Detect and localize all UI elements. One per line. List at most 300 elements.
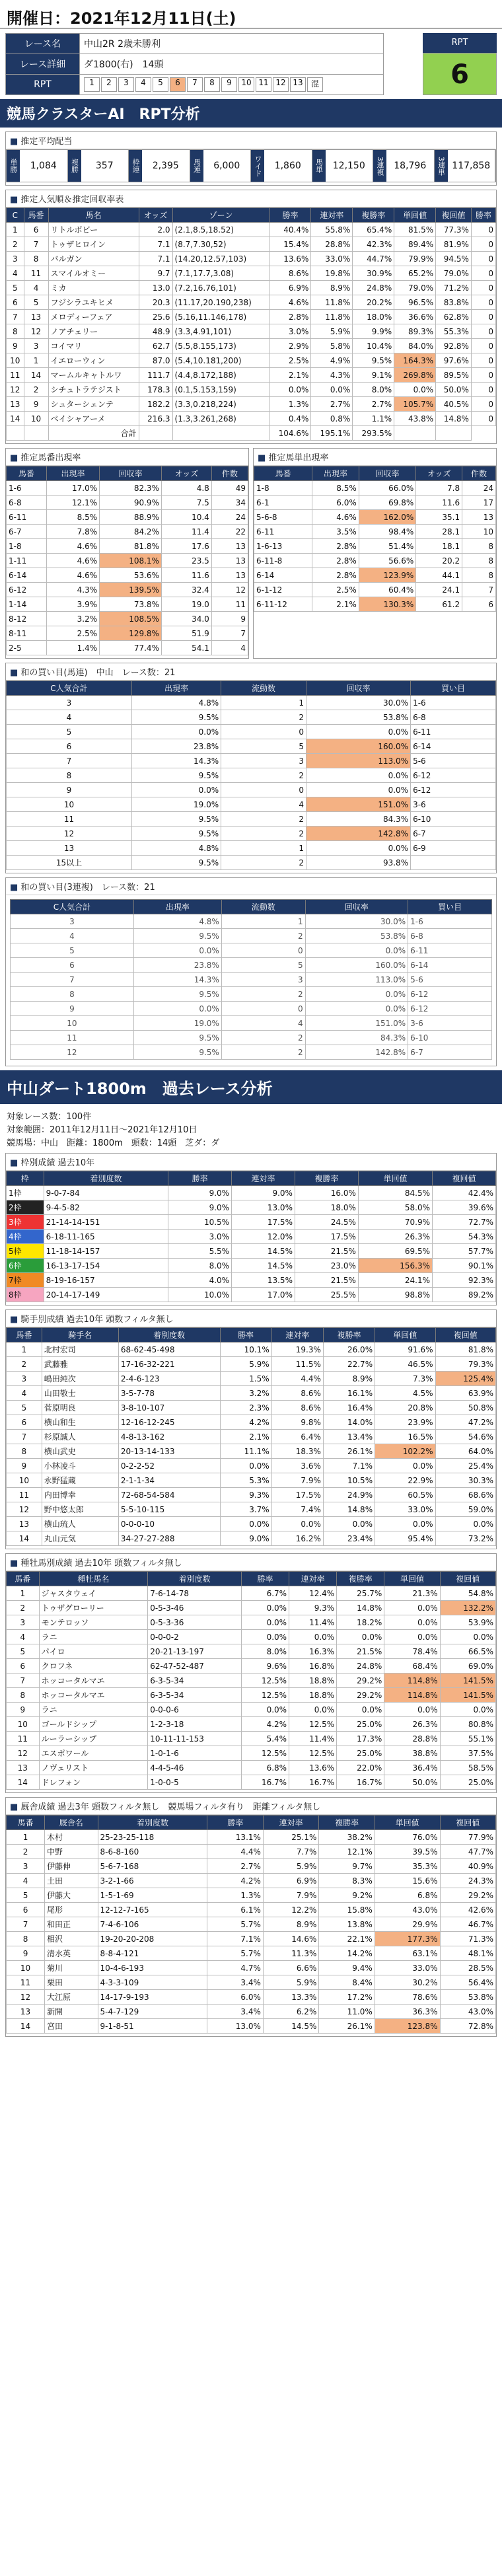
table-cell: 80.8% (440, 1717, 495, 1732)
table-row (7, 1288, 496, 1302)
table-cell: 195.1% (311, 426, 353, 441)
umaban-section (5, 448, 249, 659)
table-cell: 8.0% (353, 383, 394, 397)
table-cell: ドレフォン (39, 1775, 148, 1790)
table-cell: 13.0% (207, 2019, 263, 2034)
table-cell: 30.2% (375, 1975, 440, 1990)
table-cell: 3.0% (269, 324, 311, 339)
table-cell: 50.0% (436, 383, 472, 397)
table-cell: 11.8% (311, 310, 353, 324)
table-cell: 0.0% (306, 783, 411, 797)
table-cell: 98.4% (359, 525, 415, 539)
table-cell: 66.5% (440, 1644, 495, 1659)
table-cell: 72.7% (433, 1215, 496, 1230)
table-cell: 2 (7, 1357, 42, 1372)
table-cell: 2.5% (46, 626, 99, 641)
table-row (11, 973, 492, 987)
table-cell: 12.2% (263, 1903, 318, 1917)
table-cell: 57.7% (433, 1244, 496, 1259)
table-cell: 伊藤大 (45, 1888, 98, 1903)
table-cell: 20-13-14-133 (118, 1444, 220, 1459)
table-cell: 5-5-10-115 (118, 1502, 220, 1517)
table-cell: 11.3% (263, 1946, 318, 1961)
table-cell: 0.0% (440, 1630, 495, 1644)
table-cell: 7-4-6-106 (98, 1917, 207, 1932)
table-cell: 6 (7, 1903, 45, 1917)
table-cell: 8.4% (319, 1975, 375, 1990)
payout-cell-value: 2,395 (152, 161, 179, 171)
table-cell: 9.6% (241, 1659, 289, 1674)
table-row (7, 1903, 496, 1917)
table-cell: 6.9% (269, 281, 311, 295)
table-cell: 2.8% (312, 554, 359, 568)
table-cell: 1-11 (7, 554, 47, 568)
table-cell: 151.0% (305, 1016, 408, 1031)
table-cell: 11.4 (161, 525, 211, 539)
table-cell: 19-20-20-208 (98, 1932, 207, 1946)
payout-cell-label: ワイド (251, 150, 264, 182)
table-cell: 11.8% (311, 295, 353, 310)
table-cell: 2 (221, 768, 306, 783)
table-cell: 36.4% (384, 1761, 440, 1775)
trainer-table (6, 1815, 496, 2034)
table-cell: 33.0% (375, 1961, 440, 1975)
table-cell: 17.3% (337, 1732, 384, 1746)
table-cell: 10.5% (323, 1473, 375, 1488)
table-cell: 5.7% (207, 1917, 263, 1932)
table-cell: 0.0% (323, 1517, 375, 1531)
table-cell: 54.6% (435, 1430, 495, 1444)
table-cell: 3-6 (408, 1016, 492, 1031)
table-cell: 0.0% (305, 943, 408, 958)
column-header: 複勝率 (353, 208, 394, 223)
table-cell: 33.0% (311, 252, 353, 266)
table-row (254, 525, 496, 539)
table-cell: 8 (24, 252, 48, 266)
table-cell: 90.9% (100, 496, 162, 510)
table-cell: (5.5,8.155,173) (172, 339, 269, 353)
table-cell: 4 (7, 710, 132, 725)
table-cell: 39.6% (433, 1200, 496, 1215)
table-cell: 130.3% (359, 597, 415, 612)
table-row (7, 1386, 496, 1401)
column-header: 買い目 (408, 900, 492, 914)
table-cell: 25.7% (337, 1586, 384, 1601)
rpt-scale-cell: 1 (84, 77, 100, 92)
table-cell: 4 (7, 266, 24, 281)
table-cell: 9 (7, 339, 24, 353)
table-row (7, 1874, 496, 1888)
table-cell: (3.3,0.218,224) (172, 397, 269, 412)
table-cell: 7.3% (375, 1372, 435, 1386)
table-cell: 160.0% (306, 739, 411, 754)
table-row (7, 397, 496, 412)
table-cell: 69.5% (358, 1244, 432, 1259)
table-cell: 5.5% (168, 1244, 232, 1259)
table-cell: 13 (7, 1761, 40, 1775)
table-cell: 8 (7, 324, 24, 339)
table-row (254, 539, 496, 554)
table-cell: 2.1% (220, 1430, 271, 1444)
column-header: 複回値 (435, 1328, 495, 1343)
table-cell: 16.0% (295, 1186, 358, 1200)
table-cell: 1.4% (46, 641, 99, 655)
table-cell: 178.3 (139, 383, 172, 397)
table-cell: 9.1% (353, 368, 394, 383)
table-cell (411, 856, 496, 870)
table-cell: 6-1 (254, 496, 312, 510)
payout-cell-value: 1,084 (30, 161, 57, 171)
table-cell: ゴールドシップ (39, 1717, 148, 1732)
table-cell: 4.6% (312, 510, 359, 525)
payout-cell (373, 150, 435, 182)
table-row (7, 1586, 496, 1601)
table-cell: 2.7% (353, 397, 394, 412)
table-cell: 123.8% (375, 2019, 440, 2034)
table-cell: (7.2,16.76,101) (172, 281, 269, 295)
table-cell: 8 (462, 554, 496, 568)
table-cell: 10.5% (168, 1215, 232, 1230)
table-cell: 54.8% (440, 1586, 495, 1601)
table-cell: 8 (7, 1444, 42, 1459)
table-cell: 1-0-1-6 (148, 1746, 242, 1761)
table-cell: 13.0 (139, 281, 172, 295)
table-cell: 36.6% (394, 310, 436, 324)
payout-cell-label: 枠連 (129, 150, 142, 182)
table-cell: 0.0% (375, 1459, 435, 1473)
column-header: 回収率 (100, 466, 162, 481)
table-cell: 2 (221, 1031, 305, 1045)
table-cell: 11.5% (271, 1357, 323, 1372)
table-cell: 53.8% (306, 710, 411, 725)
table-cell: 5 (7, 1888, 45, 1903)
column-header: 複回値 (440, 1816, 495, 1830)
date-header: 開催日：2021年12月11日(土) (0, 0, 502, 29)
table-cell: 4.2% (241, 1717, 289, 1732)
table-cell: 2.5% (269, 353, 311, 368)
table-cell: 69.0% (440, 1659, 495, 1674)
table-cell: 81.8% (100, 539, 162, 554)
table-cell: 81.9% (436, 237, 472, 252)
table-cell: 5-6-7-168 (98, 1859, 207, 1874)
table-cell: 4.6% (46, 568, 99, 583)
table-cell: 13.6% (269, 252, 311, 266)
table-cell: 和田正 (45, 1917, 98, 1932)
table-cell: 12.0% (232, 1230, 295, 1244)
table-cell: 7.7% (263, 1845, 318, 1859)
table-cell: 22.1% (319, 1932, 375, 1946)
table-cell: 73.2% (435, 1531, 495, 1546)
table-row (7, 612, 248, 626)
table-cell: 10.4 (161, 510, 211, 525)
table-cell: 73.8% (100, 597, 162, 612)
table-cell: 3 (7, 1859, 45, 1874)
table-cell: 0.0% (305, 1002, 408, 1016)
table-cell: 0.0% (337, 1703, 384, 1717)
table-cell: 25.5% (295, 1288, 358, 1302)
table-cell: 79.0% (436, 266, 472, 281)
table-cell: 0.4% (269, 412, 311, 426)
table-cell: 22.0% (337, 1761, 384, 1775)
table-cell: 1-8 (254, 481, 312, 496)
table-cell: 21.5% (337, 1644, 384, 1659)
table-cell: 4.4% (271, 1372, 323, 1386)
table-row (11, 1002, 492, 1016)
table-cell: 24.3% (440, 1874, 495, 1888)
table-row (11, 914, 492, 929)
payout-cell-label: 馬単 (312, 150, 326, 182)
table-cell: 6-12 (411, 768, 496, 783)
table-cell: 0-5-3-46 (148, 1601, 242, 1615)
wakuawase-title: ■ 和の買い目(馬連) 中山 レース数：21 (6, 663, 496, 681)
table-cell: 4-4-5-46 (148, 1761, 242, 1775)
table-cell (24, 426, 48, 441)
table-cell: 横山武史 (42, 1444, 118, 1459)
table-row (7, 1430, 496, 1444)
table-cell: 14.8% (436, 412, 472, 426)
table-cell: 6-12 (7, 583, 47, 597)
table-cell: 4.4% (207, 1845, 263, 1859)
table-cell: 105.7% (394, 397, 436, 412)
column-header: 連対率 (311, 208, 353, 223)
race-name-key: レース名 (6, 34, 80, 54)
table-cell: 14 (7, 412, 24, 426)
payout-cell-label: 3連複 (373, 150, 386, 182)
table-cell: 162.0% (359, 510, 415, 525)
table-cell: 34 (211, 496, 248, 510)
table-cell: 49 (211, 481, 248, 496)
table-cell: 47.2% (435, 1415, 495, 1430)
table-cell: 2 (221, 856, 306, 870)
table-cell: 野中悠太郎 (42, 1502, 118, 1517)
column-header: 馬番 (7, 1572, 40, 1586)
table-cell: (4.4,8.172,188) (172, 368, 269, 383)
rpt-badge-label: RPT (423, 33, 497, 53)
table-cell: 70.9% (358, 1215, 432, 1230)
column-header: 単回値 (358, 1171, 432, 1186)
sire-title: ■ 種牡馬別成績 過去10年 頭数フィルタ無し (6, 1554, 496, 1571)
table-row (7, 266, 496, 281)
table-cell: 0 (471, 266, 495, 281)
table-row (7, 1401, 496, 1415)
table-cell: 125.4% (435, 1372, 495, 1386)
table-cell: 23.0% (295, 1259, 358, 1273)
table-cell: 2.8% (312, 539, 359, 554)
payout-cell-value: 12,150 (332, 161, 365, 171)
table-row (7, 1343, 496, 1357)
table-cell: 102.2% (375, 1444, 435, 1459)
table-cell: 0 (471, 295, 495, 310)
wakuawase2-section (5, 877, 497, 1066)
table-cell: 9.7% (319, 1859, 375, 1874)
table-row (7, 1659, 496, 1674)
table-cell: 9 (7, 1459, 42, 1473)
table-row (11, 929, 492, 943)
table-cell: 3枠 (7, 1215, 44, 1230)
column-header: 着別度数 (118, 1328, 220, 1343)
column-header: 枠 (7, 1171, 44, 1186)
table-row (7, 827, 496, 841)
table-cell: 2 (7, 1601, 40, 1615)
table-cell: 13.3% (263, 1990, 318, 2005)
table-cell: 9.5% (133, 929, 221, 943)
popularity-title: ■ 推定人気順＆推定回収率表 (6, 190, 496, 207)
table-cell: 50.8% (435, 1401, 495, 1415)
column-header: 連対率 (232, 1171, 295, 1186)
table-cell: 8-8-4-121 (98, 1946, 207, 1961)
table-cell: 8 (7, 768, 132, 783)
table-cell: 5 (7, 1644, 40, 1659)
table-cell: 6 (7, 739, 132, 754)
table-cell: 15.8% (319, 1903, 375, 1917)
table-row (7, 754, 496, 768)
column-header: C人気合計 (11, 900, 134, 914)
table-cell: 10 (24, 412, 48, 426)
table-cell: 7-6-14-78 (148, 1586, 242, 1601)
table-cell: 4 (211, 641, 248, 655)
table-cell: 6-1-12 (254, 583, 312, 597)
table-cell: 13 (7, 841, 132, 856)
table-cell: 19.3% (271, 1343, 323, 1357)
table-cell: 93.8% (306, 856, 411, 870)
table-cell: 1 (24, 353, 48, 368)
payout-section (5, 131, 497, 186)
table-cell: 11.6 (416, 496, 462, 510)
table-cell: 42.6% (440, 1903, 495, 1917)
table-cell: 10 (11, 1016, 134, 1031)
column-header: 馬番 (24, 208, 48, 223)
table-cell: 6-14 (408, 958, 492, 973)
table-cell: 4 (7, 1386, 42, 1401)
rpt-scale-cell: 5 (153, 77, 168, 92)
table-cell: 2.1% (269, 368, 311, 383)
table-cell: 合計 (48, 426, 139, 441)
table-cell: 1.5% (220, 1372, 271, 1386)
table-cell: 9-1-8-51 (98, 2019, 207, 2034)
table-row (7, 1732, 496, 1746)
table-cell: ラニ (39, 1630, 148, 1644)
table-cell: 8 (11, 987, 134, 1002)
column-header: 連対率 (271, 1328, 323, 1343)
table-cell (172, 426, 269, 441)
table-cell: 72.8% (440, 2019, 495, 2034)
table-cell: 96.5% (394, 295, 436, 310)
table-cell: 14.3% (133, 973, 221, 987)
table-cell: 22 (211, 525, 248, 539)
table-cell: 11 (7, 1488, 42, 1502)
table-cell: 山田敬士 (42, 1386, 118, 1401)
rpt-scale-cell: 6 (170, 77, 186, 92)
table-cell: 8.6% (271, 1401, 323, 1415)
table-row (7, 1415, 496, 1430)
table-cell: 宮田 (45, 2019, 98, 2034)
table-cell: 55.3% (436, 324, 472, 339)
table-header-row (11, 900, 492, 914)
table-cell: 12 (7, 827, 132, 841)
table-cell: 7 (24, 237, 48, 252)
column-header: 勝率 (241, 1572, 289, 1586)
table-cell: 26.0% (323, 1343, 375, 1357)
table-cell: 0 (471, 383, 495, 397)
table-cell: 84.0% (394, 339, 436, 353)
table-cell: 5 (7, 281, 24, 295)
payout-cell-value: 6,000 (213, 161, 240, 171)
rpt-scale-cell: 2 (101, 77, 117, 92)
table-cell: 87.0 (139, 353, 172, 368)
table-cell: 26.3% (358, 1230, 432, 1244)
table-cell: 42.3% (353, 237, 394, 252)
table-cell: 50.0% (384, 1775, 440, 1790)
table-cell: 7 (7, 1430, 42, 1444)
table-cell: 0 (471, 324, 495, 339)
table-cell: (11.17,20.190,238) (172, 295, 269, 310)
table-cell: 29.9% (375, 1917, 440, 1932)
column-header: C (7, 208, 24, 223)
table-cell: 0.0% (289, 1630, 337, 1644)
table-cell: 72-68-54-584 (118, 1488, 220, 1502)
table-cell: 5.8% (311, 339, 353, 353)
table-cell: 11.0% (319, 2005, 375, 2019)
table-cell: 55.1% (440, 1732, 495, 1746)
table-cell: 8-11 (7, 626, 47, 641)
table-cell: 13 (211, 554, 248, 568)
payout-cell-value: 357 (95, 161, 114, 171)
table-cell: 7 (7, 1674, 40, 1688)
table-cell: 17.2% (319, 1990, 375, 2005)
table-row (7, 1517, 496, 1531)
table-cell: ルーラーシップ (39, 1732, 148, 1746)
table-cell: 19.0% (131, 797, 221, 812)
table-cell: 13 (24, 310, 48, 324)
table-row (7, 696, 496, 710)
table-cell: 12 (211, 583, 248, 597)
table-cell: 42.4% (433, 1186, 496, 1200)
table-cell: ラニ (39, 1703, 148, 1717)
table-row (254, 496, 496, 510)
table-cell: 34.0 (161, 612, 211, 626)
table-cell: 0.0% (220, 1459, 271, 1473)
table-cell: 12.1% (319, 1845, 375, 1859)
table-cell: 8 (462, 568, 496, 583)
payout-row (6, 149, 496, 182)
past-meta-line: 対象範囲：2011年12月11日～2021年12月10日 (7, 1125, 197, 1135)
table-row (7, 1186, 496, 1200)
table-cell: 7.5 (161, 496, 211, 510)
column-header: 厩舎名 (45, 1816, 98, 1830)
table-cell: 5 (221, 958, 305, 973)
column-header: 件数 (211, 466, 248, 481)
rpt-key: RPT (6, 75, 80, 95)
table-cell: スマイルオミー (48, 266, 139, 281)
table-cell: 17.6 (161, 539, 211, 554)
table-cell: (5.16,11.146,178) (172, 310, 269, 324)
table-cell: 6-12 (411, 783, 496, 797)
table-row (7, 1615, 496, 1630)
table-cell: 18.0% (353, 310, 394, 324)
table-cell: 9.8% (271, 1415, 323, 1430)
table-cell: 2 (221, 1045, 305, 1060)
table-cell: 182.2 (139, 397, 172, 412)
table-cell: 4 (7, 1630, 40, 1644)
table-row (7, 1859, 496, 1874)
table-cell: 25.1% (263, 1830, 318, 1845)
table-cell: 58.5% (440, 1761, 495, 1775)
table-row (7, 496, 248, 510)
table-cell: 4.0% (168, 1273, 232, 1288)
table-cell: 8.5% (46, 510, 99, 525)
table-cell: 2.0 (139, 223, 172, 237)
table-cell: 76.0% (375, 1830, 440, 1845)
